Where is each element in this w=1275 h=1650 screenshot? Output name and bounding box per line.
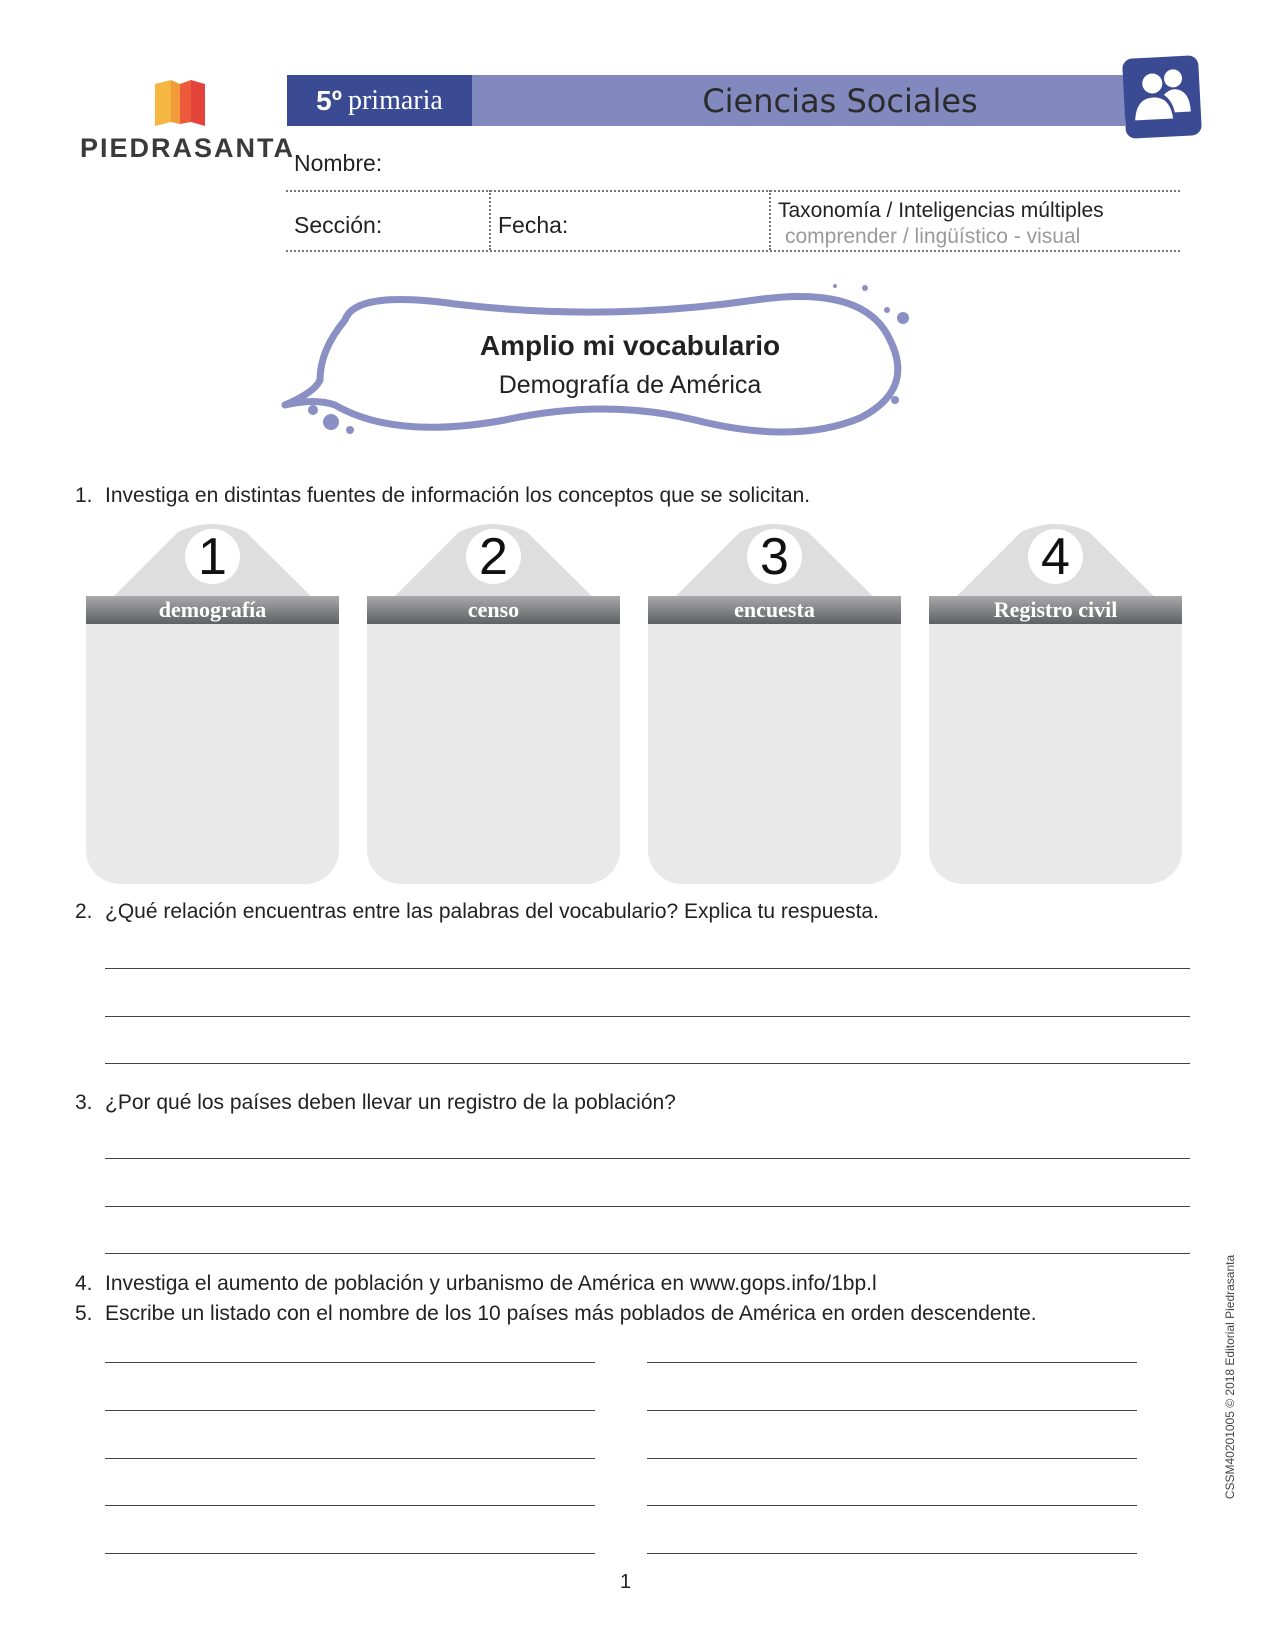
card-label: encuesta xyxy=(734,597,815,622)
card-answer-area[interactable] xyxy=(929,624,1182,884)
list-line[interactable] xyxy=(105,1458,595,1459)
group-people-icon xyxy=(1122,55,1202,139)
card-number: 2 xyxy=(466,529,521,584)
question-5: 5. Escribe un listado con el nombre de los 10 países más poblados de América en orden descendente. xyxy=(75,1302,1037,1325)
card-number: 3 xyxy=(747,529,802,584)
question-3: 3. ¿Por qué los países deben llevar un registro de la población? xyxy=(75,1091,676,1114)
vocab-card-4 xyxy=(929,524,1182,884)
card-label: censo xyxy=(467,597,520,622)
list-line[interactable] xyxy=(105,1410,595,1411)
question-1: 1. Investiga en distintas fuentes de información los conceptos que se solicitan. xyxy=(75,484,811,507)
answer-line[interactable] xyxy=(105,968,1190,969)
list-line[interactable] xyxy=(647,1505,1137,1506)
list-line[interactable] xyxy=(105,1505,595,1506)
divider-line xyxy=(286,250,1180,252)
divider-line xyxy=(769,190,771,250)
speech-bubble xyxy=(275,280,955,450)
card-number: 4 xyxy=(1028,529,1083,584)
grade-badge xyxy=(287,75,472,126)
nombre-label: Nombre: xyxy=(294,150,383,176)
book-logo-icon xyxy=(153,80,207,126)
divider-line xyxy=(286,190,1180,192)
taxonomia-label: Taxonomía / Inteligencias múltiples xyxy=(778,199,1104,222)
activity-title: Amplio mi vocabulario xyxy=(479,330,781,361)
activity-subtitle: Demografía de América xyxy=(498,371,762,399)
card-answer-area[interactable] xyxy=(367,624,620,884)
seccion-label: Sección: xyxy=(294,212,383,238)
vocab-card-2 xyxy=(367,524,620,884)
taxonomia-value: comprender / lingüístico - visual xyxy=(785,225,1081,248)
list-line[interactable] xyxy=(105,1553,595,1554)
vocab-card-1 xyxy=(86,524,339,884)
list-line[interactable] xyxy=(105,1362,595,1363)
brand-logo: PIEDRASANTA xyxy=(80,133,296,163)
answer-line[interactable] xyxy=(105,1158,1190,1159)
card-number: 1 xyxy=(185,529,240,584)
list-line[interactable] xyxy=(647,1362,1137,1363)
card-answer-area[interactable] xyxy=(86,624,339,884)
divider-line xyxy=(489,190,491,250)
card-label: demografía xyxy=(158,597,267,622)
fecha-label: Fecha: xyxy=(498,212,569,238)
question-2: 2. ¿Qué relación encuentras entre las palabras del vocabulario? Explica tu respuesta. xyxy=(75,900,879,923)
card-label: Registro civil xyxy=(993,597,1118,622)
answer-line[interactable] xyxy=(105,1063,1190,1064)
vocab-card-3 xyxy=(648,524,901,884)
answer-line[interactable] xyxy=(105,1206,1190,1207)
footer-code: CSSM40201005 © 2018 Editorial Piedrasanta xyxy=(1223,1254,1237,1500)
list-line[interactable] xyxy=(647,1410,1137,1411)
list-line[interactable] xyxy=(647,1553,1137,1554)
grade-label: primaria xyxy=(347,84,443,116)
grade-number: 5º xyxy=(316,84,342,116)
subject-title: Ciencias Sociales xyxy=(702,82,978,120)
page-number: 1 xyxy=(620,1571,632,1593)
card-answer-area[interactable] xyxy=(648,624,901,884)
question-4: 4. Investiga el aumento de población y urbanismo de América en www.gops.info/1bp.l xyxy=(75,1272,877,1295)
answer-line[interactable] xyxy=(105,1016,1190,1017)
list-line[interactable] xyxy=(647,1458,1137,1459)
answer-line[interactable] xyxy=(105,1253,1190,1254)
